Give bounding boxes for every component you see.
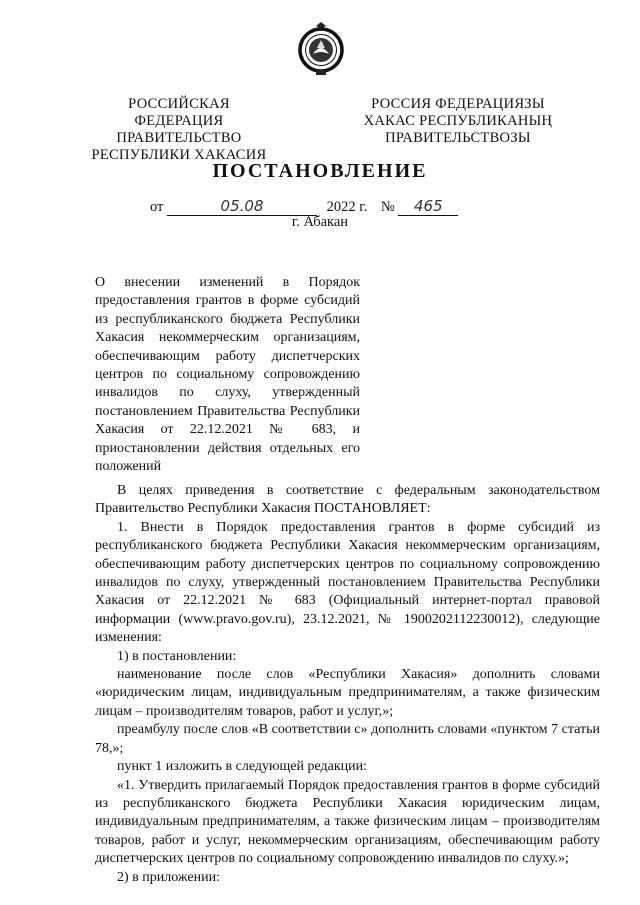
- header-left-line: РОССИЙСКАЯ ФЕДЕРАЦИЯ: [128, 96, 230, 129]
- header-right: [363, 96, 553, 147]
- document-subject: О внесении изменений в Порядок предоставления грантов в форме субсидий из республиканского бюджета Республики Хакасия некоммерческим организациям, обеспечивающим работу диспетчерских центров по социальному сопровождению инвалидов по слуху, утвержденный постановлением Правительства Республики Хакасия от 22.12.2021 № 683, и приостановлении действия отдельных его положений: [95, 275, 360, 475]
- coat-of-arms-icon: [295, 20, 347, 78]
- body-paragraph: 1. Внести в Порядок предоставления грантов в форме субсидий из республиканского бюджета Республики Хакасия некоммерческим организациям, обеспечивающим работу диспетчерских центров по социальному сопровождению инвалидов по слуху, утвержденный постановлением Правительства Республики Хакасия от 22.12.2021 № 683 (Официальный интернет-портал правовой информации (www.pravo.gov.ru), 23.12.2021, № 1900202112230012), следующие изменения:: [95, 519, 600, 646]
- body-paragraph: 1) в постановлении:: [117, 648, 237, 664]
- header-left: [84, 96, 274, 164]
- header-right-line: ПРАВИТЕЛЬСТВОЗЫ: [385, 130, 531, 146]
- date-field: 05.08: [167, 198, 317, 216]
- body-paragraph: пункт 1 изложить в следующей редакции:: [117, 759, 367, 775]
- date-prefix: от: [150, 199, 164, 215]
- body-paragraph: 2) в приложении:: [117, 869, 220, 885]
- number-label: №: [380, 199, 395, 215]
- document-body: [95, 482, 600, 887]
- header-left-line: РЕСПУБЛИКИ ХАКАСИЯ: [91, 147, 267, 163]
- document-number-field: 465: [398, 198, 458, 216]
- document-type-title: ПОСТАНОВЛЕНИЕ: [212, 160, 428, 182]
- header-left-line: ПРАВИТЕЛЬСТВО: [116, 130, 242, 146]
- body-paragraph: «1. Утвердить прилагаемый Порядок предоставления грантов в форме субсидий из республиканского бюджета Республики Хакасия юридическим лицам, индивидуальным предпринимателям, а также физическим лицам – производителям товаров, работ и услуг, некоммерческим организациям, обеспечивающим работу диспетчерских центров по социальному сопровождению инвалидов по слуху.»;: [95, 777, 600, 867]
- header-right-line: РОССИЯ ФЕДЕРАЦИЯЗЫ: [371, 96, 545, 112]
- body-paragraph: В целях приведения в соответствие с федеральным законодательством Правительство Республики Хакасия ПОСТАНОВЛЯЕТ:: [95, 483, 600, 517]
- body-paragraph: наименование после слов «Республики Хакасия» дополнить словами «юридическим лицам, индивидуальным предпринимателям, а также физическим лицам – производителям товаров, работ и услуг,»;: [95, 667, 600, 719]
- body-paragraph: преамбулу после слов «В соответствии с» дополнить словами «пунктом 7 статьи 78,»;: [95, 722, 600, 756]
- header-right-line: ХАКАС РЕСПУБЛИКАНЫҢ: [363, 113, 553, 129]
- year-label: 2022 г.: [326, 199, 368, 215]
- city-label: г. Абакан: [291, 214, 349, 230]
